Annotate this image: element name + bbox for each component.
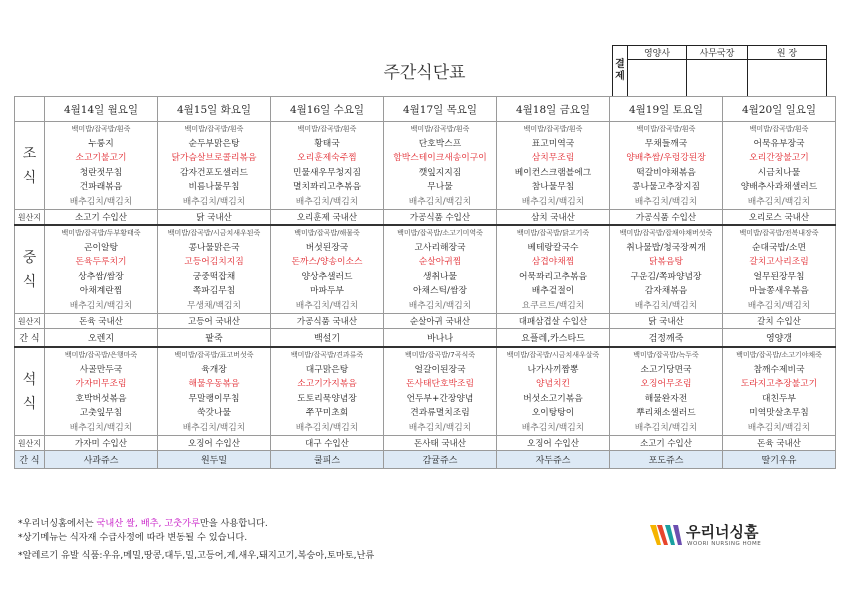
day-header-row (15, 97, 836, 122)
notes (18, 517, 374, 563)
breakfast-cell (271, 122, 384, 210)
dinner-cell (384, 347, 497, 436)
snack-2-cell: 감귤쥬스 (384, 451, 497, 469)
dinner-origin-cell: 오징어 수입산 (497, 436, 610, 451)
menu-item: 백미밥/잡곡밥/흰죽 (184, 125, 244, 133)
dinner-origin-cell: 소고기 수입산 (610, 436, 723, 451)
breakfast-origin-cell: 오리훈제 국내산 (271, 210, 384, 226)
dinner-origin-cell: 돈사태 국내산 (384, 436, 497, 451)
menu-item: 건파래볶음 (79, 182, 123, 192)
logo-name: 우리너싱홈 (686, 523, 759, 541)
dinner-origin-cell: 대구 수입산 (271, 436, 384, 451)
breakfast-origin-cell: 삼치 국내산 (497, 210, 610, 226)
lunch-origin-cell: 순살아귀 국내산 (384, 314, 497, 329)
menu-item: 구운김/쪽파양념장 (630, 271, 702, 282)
menu-item: 배추김치/백김치 (634, 300, 698, 311)
breakfast-origin-row (15, 210, 836, 226)
snack-2-row (15, 451, 836, 469)
menu-item: 백미밥/잡곡밥/두부황태죽 (61, 229, 141, 237)
menu-item: 돈까스/양송이소스 (291, 257, 363, 267)
menu-item: 백미밥/잡곡밥/표고버섯죽 (174, 351, 254, 359)
menu-item: 버섯소고기볶음 (523, 393, 583, 404)
day-header: 4월15일 화요일 (158, 97, 271, 122)
menu-item: 무나물 (427, 182, 453, 192)
approval-label: 결 제 (613, 46, 628, 97)
menu-item: 배추김치/백김치 (69, 196, 133, 207)
snack-2-label: 간 식 (15, 451, 45, 469)
menu-item: 백미밥/잡곡밥/흰죽 (71, 125, 131, 133)
menu-item: 오징어무조림 (640, 379, 692, 389)
lunch-cell (723, 225, 836, 314)
snack-1-row (15, 329, 836, 348)
menu-item: 순살아귀찜 (418, 257, 462, 267)
lunch-cell (610, 225, 723, 314)
snack-2-cell: 포도쥬스 (610, 451, 723, 469)
approval-sign-director (748, 60, 827, 97)
menu-item: 감자채볶음 (644, 286, 688, 296)
lunch-cell (271, 225, 384, 314)
snack-1-label: 간 식 (15, 329, 45, 348)
menu-item: 어묵유부장국 (753, 138, 805, 149)
approval-sign-manager (687, 60, 748, 97)
menu-item: 배추김치/백김치 (634, 196, 698, 207)
menu-item: 고등어김치지짐 (184, 257, 244, 267)
menu-item: 백미밥/잡곡밥/닭고기죽 (516, 229, 590, 237)
menu-item: 백미밥/잡곡밥/시금치새우된죽 (167, 229, 261, 237)
menu-item: 백미밥/잡곡밥/견과류죽 (290, 351, 364, 359)
menu-item: 배추김치/백김치 (747, 196, 811, 207)
menu-item: 백미밥/잡곡밥/잡채야채버섯죽 (619, 229, 713, 237)
day-header: 4월14일 월요일 (45, 97, 158, 122)
menu-item: 함박스테이크새송이구이 (393, 153, 487, 163)
note-line-1: *우리너싱홈에서는 국내산 쌀, 배추, 고춧가루만을 사용합니다. (18, 518, 268, 529)
breakfast-row (15, 122, 836, 210)
menu-item: 백미밥/잡곡밥/녹두죽 (633, 351, 699, 359)
note-line-2: *상기메뉴는 식자재 수급사정에 따라 변동될 수 있습니다. (18, 532, 248, 543)
menu-item: 쑥갓나물 (197, 408, 231, 418)
menu-item: 무말랭이무침 (188, 393, 240, 404)
approval-table (612, 45, 827, 97)
menu-item: 황태국 (314, 138, 340, 149)
menu-item: 쪽파김무침 (192, 286, 236, 296)
menu-item: 단호박스프 (418, 138, 462, 149)
lunch-row (15, 225, 836, 314)
lunch-origin-cell: 돈육 국내산 (45, 314, 158, 329)
menu-item: 대친두부 (762, 393, 796, 404)
menu-item: 버섯된장국 (305, 242, 349, 253)
menu-item: 비름나물무침 (188, 182, 240, 192)
menu-item: 갈치고사리조림 (749, 257, 809, 267)
snack-2-cell: 쿨피스 (271, 451, 384, 469)
menu-item: 언두부+간장양념 (406, 393, 474, 404)
approval-role-manager: 사무국장 (687, 46, 748, 60)
day-header: 4월18일 금요일 (497, 97, 610, 122)
corner-cell (15, 97, 45, 122)
menu-item: 나가사끼짬뽕 (527, 364, 579, 375)
menu-item: 배추김치/백김치 (295, 300, 359, 311)
menu-item: 양상추샐러드 (301, 271, 353, 282)
menu-item: 얼갈이된장국 (414, 364, 466, 375)
menu-item: 배추김치/백김치 (182, 196, 246, 207)
lunch-label: 중 식 (15, 225, 45, 314)
breakfast-origin-cell: 오리로스 국내산 (723, 210, 836, 226)
menu-item: 뿌리채소샐러드 (636, 408, 696, 418)
lunch-origin-cell: 대패삼겹살 수입산 (497, 314, 610, 329)
dinner-cell (158, 347, 271, 436)
menu-item: 사골만두국 (79, 364, 123, 375)
menu-item: 배추김치/백김치 (295, 422, 359, 433)
dinner-cell (45, 347, 158, 436)
menu-item: 참깨수제비국 (753, 364, 805, 375)
breakfast-origin-cell: 가공식품 수입산 (384, 210, 497, 226)
menu-item: 닭가슴살브로콜리볶음 (171, 153, 257, 163)
snack-2-cell: 사과쥬스 (45, 451, 158, 469)
menu-item: 양배추쌈/우렁강된장 (626, 153, 706, 163)
menu-item: 백미밥/잡곡밥/7곡식죽 (404, 351, 476, 359)
day-header: 4월17일 목요일 (384, 97, 497, 122)
weekly-menu-table (14, 96, 836, 469)
menu-item: 곤이알탕 (84, 242, 118, 253)
menu-item: 오이탕탕이 (531, 408, 575, 418)
menu-item: 백미밥/잡곡밥/흰죽 (636, 125, 696, 133)
menu-item: 견과류멸치조림 (410, 408, 470, 418)
snack-2-cell: 딸기우유 (723, 451, 836, 469)
dinner-row (15, 347, 836, 436)
menu-item: 청란젓무침 (79, 167, 123, 178)
menu-item: 배추김치/백김치 (634, 422, 698, 433)
menu-item: 고춧잎무침 (79, 408, 123, 418)
dinner-origin-cell: 돈육 국내산 (723, 436, 836, 451)
menu-item: 시금치나물 (757, 167, 801, 178)
menu-item: 백미밥/잡곡밥/흰죽 (749, 125, 809, 133)
menu-item: 베테랑칼국수 (527, 242, 579, 253)
menu-item: 소고기당면국 (640, 364, 692, 375)
menu-item: 도토리묵양념장 (297, 393, 357, 404)
menu-item: 무채들깨국 (644, 138, 688, 149)
menu-item: 감자건포도샐러드 (180, 167, 248, 178)
menu-item: 해물우동볶음 (188, 379, 240, 389)
menu-item: 순두부맑은탕 (188, 138, 240, 149)
lunch-origin-cell: 고등어 국내산 (158, 314, 271, 329)
menu-item: 순대국밥/소면 (752, 242, 806, 253)
dinner-origin-label: 원산지 (15, 436, 45, 451)
dinner-origin-row (15, 436, 836, 451)
approval-role-dietitian: 영양사 (628, 46, 687, 60)
menu-item: 백미밥/잡곡밥/해물죽 (294, 229, 360, 237)
lunch-cell (158, 225, 271, 314)
menu-item: 콩나물고추장지짐 (632, 182, 700, 192)
breakfast-cell (158, 122, 271, 210)
menu-item: 양념치킨 (536, 379, 570, 389)
menu-item: 배추겉절이 (531, 286, 575, 296)
menu-item: 민물새우무청지짐 (293, 167, 361, 178)
menu-item: 취나물밥/청국장찌개 (626, 242, 706, 253)
menu-item: 배추김치/백김치 (408, 196, 472, 207)
menu-item: 호박버섯볶음 (75, 393, 127, 404)
menu-item: 배추김치/백김치 (521, 422, 585, 433)
menu-item: 백미밥/잡곡밥/흰죽 (297, 125, 357, 133)
menu-item: 돈육두루치기 (75, 257, 127, 267)
snack-1-cell: 요플레,카스타드 (497, 329, 610, 348)
lunch-origin-row (15, 314, 836, 329)
dinner-cell (610, 347, 723, 436)
menu-item: 오리간장불고기 (749, 153, 809, 163)
menu-item: 배추김치/백김치 (408, 300, 472, 311)
menu-item: 육개장 (201, 364, 227, 375)
snack-1-cell: 영양갱 (723, 329, 836, 348)
menu-item: 소고기가지볶음 (297, 379, 357, 389)
menu-item: 해물완자전 (644, 393, 688, 404)
menu-item: 백미밥/잡곡밥/흰죽 (523, 125, 583, 133)
menu-item: 도라지고추장불고기 (740, 379, 818, 389)
dinner-origin-cell: 가자미 수입산 (45, 436, 158, 451)
menu-item: 백미밥/잡곡밥/흰죽 (410, 125, 470, 133)
menu-item: 얼무된장무침 (753, 271, 805, 282)
breakfast-cell (723, 122, 836, 210)
menu-item: 삼겹야채찜 (531, 257, 575, 267)
snack-2-cell: 자두쥬스 (497, 451, 610, 469)
logo-subtitle: WOORI NURSING HOME (687, 541, 762, 547)
lunch-cell (45, 225, 158, 314)
menu-item: 멸치꽈리고추볶음 (293, 182, 361, 192)
menu-item: 백미밥/잡곡밥/은행마죽 (64, 351, 138, 359)
snack-1-cell: 바나나 (384, 329, 497, 348)
menu-item: 대구맑은탕 (305, 364, 349, 375)
menu-item: 백미밥/잡곡밥/시금치새우살죽 (506, 351, 600, 359)
lunch-cell (497, 225, 610, 314)
breakfast-cell (497, 122, 610, 210)
menu-item: 쭈꾸미초회 (305, 408, 349, 418)
breakfast-cell (384, 122, 497, 210)
menu-item: 백미밥/잡곡밥/소고기미역죽 (397, 229, 483, 237)
breakfast-origin-cell: 소고기 수입산 (45, 210, 158, 226)
menu-item: 고사리해장국 (414, 242, 466, 253)
menu-item: 아채계란찜 (79, 286, 123, 296)
breakfast-cell (610, 122, 723, 210)
menu-item: 배추김치/백김치 (408, 422, 472, 433)
dinner-cell (271, 347, 384, 436)
dinner-cell (723, 347, 836, 436)
menu-item: 누룽지 (88, 138, 114, 149)
menu-item: 배추김치/백김치 (747, 422, 811, 433)
lunch-origin-cell: 닭 국내산 (610, 314, 723, 329)
menu-item: 닭볶음탕 (649, 257, 683, 267)
logo-icon (648, 519, 684, 549)
snack-1-cell: 백설기 (271, 329, 384, 348)
day-header: 4월20일 일요일 (723, 97, 836, 122)
lunch-cell (384, 225, 497, 314)
menu-item: 배추김치/백김치 (521, 196, 585, 207)
menu-item: 양배추사과채샐러드 (740, 182, 818, 192)
menu-item: 오리훈제숙주찜 (297, 153, 357, 163)
menu-item: 표고미역국 (531, 138, 575, 149)
snack-2-cell: 원두밀 (158, 451, 271, 469)
menu-item: 상추쌈/쌈장 (78, 271, 124, 282)
menu-item: 배추김치/백김치 (182, 422, 246, 433)
menu-item: 삼치무조림 (531, 153, 575, 163)
menu-item: 떡갈비야채볶음 (636, 167, 696, 178)
menu-item: 베이컨스크램블에그 (514, 167, 592, 178)
breakfast-label: 조 식 (15, 122, 45, 210)
lunch-origin-label: 원산지 (15, 314, 45, 329)
breakfast-origin-cell: 닭 국내산 (158, 210, 271, 226)
menu-item: 백미밥/잡곡밥/소고기야채죽 (736, 351, 822, 359)
menu-item: 마늘쫑새우볶음 (749, 286, 809, 296)
menu-item: 생취나물 (423, 271, 457, 282)
snack-1-cell: 팥죽 (158, 329, 271, 348)
day-header: 4월19일 토요일 (610, 97, 723, 122)
menu-item: 요쿠르트/백김치 (521, 300, 585, 311)
menu-item: 깻잎지지짐 (418, 167, 462, 178)
menu-item: 마파두부 (310, 286, 344, 296)
menu-item: 배추김치/백김치 (69, 422, 133, 433)
menu-item: 소고기불고기 (75, 153, 127, 163)
dinner-origin-cell: 오징어 수입산 (158, 436, 271, 451)
breakfast-origin-label: 원산지 (15, 210, 45, 226)
menu-item: 배추김치/백김치 (69, 300, 133, 311)
note-line-3: *알레르기 유발 식품:우유,메밀,땅콩,대두,밀,고등어,게,새우,돼지고기,복숭아,토마토,난류 (18, 550, 375, 561)
menu-item: 미역맛살초무침 (749, 408, 809, 418)
menu-item: 배추김치/백김치 (295, 196, 359, 207)
menu-item: 궁중떡잡채 (192, 271, 236, 282)
menu-item: 아채스틱/쌈장 (413, 286, 467, 296)
page-title: 주간식단표 (383, 63, 466, 83)
lunch-origin-cell: 가공식품 국내산 (271, 314, 384, 329)
snack-1-cell: 검정깨죽 (610, 329, 723, 348)
breakfast-cell (45, 122, 158, 210)
snack-1-cell: 오렌지 (45, 329, 158, 348)
menu-item: 어묵꽈리고추볶음 (519, 271, 587, 282)
menu-item: 백미밥/잡곡밥/전복내장죽 (739, 229, 819, 237)
menu-item: 가자미무조림 (75, 379, 127, 389)
menu-item: 콩나물맑은국 (188, 242, 240, 253)
dinner-label: 석 식 (15, 347, 45, 436)
approval-sign-dietitian (628, 60, 687, 97)
logo (648, 519, 838, 553)
approval-role-director: 원 장 (748, 46, 827, 60)
lunch-origin-cell: 갈치 수입산 (723, 314, 836, 329)
breakfast-origin-cell: 가공식품 수입산 (610, 210, 723, 226)
day-header: 4월16일 수요일 (271, 97, 384, 122)
menu-item: 돈사태단호박조림 (406, 379, 474, 389)
dinner-cell (497, 347, 610, 436)
menu-item: 무생채/백김치 (187, 300, 241, 311)
menu-item: 참나물무침 (531, 182, 575, 192)
menu-item: 배추김치/백김치 (747, 300, 811, 311)
